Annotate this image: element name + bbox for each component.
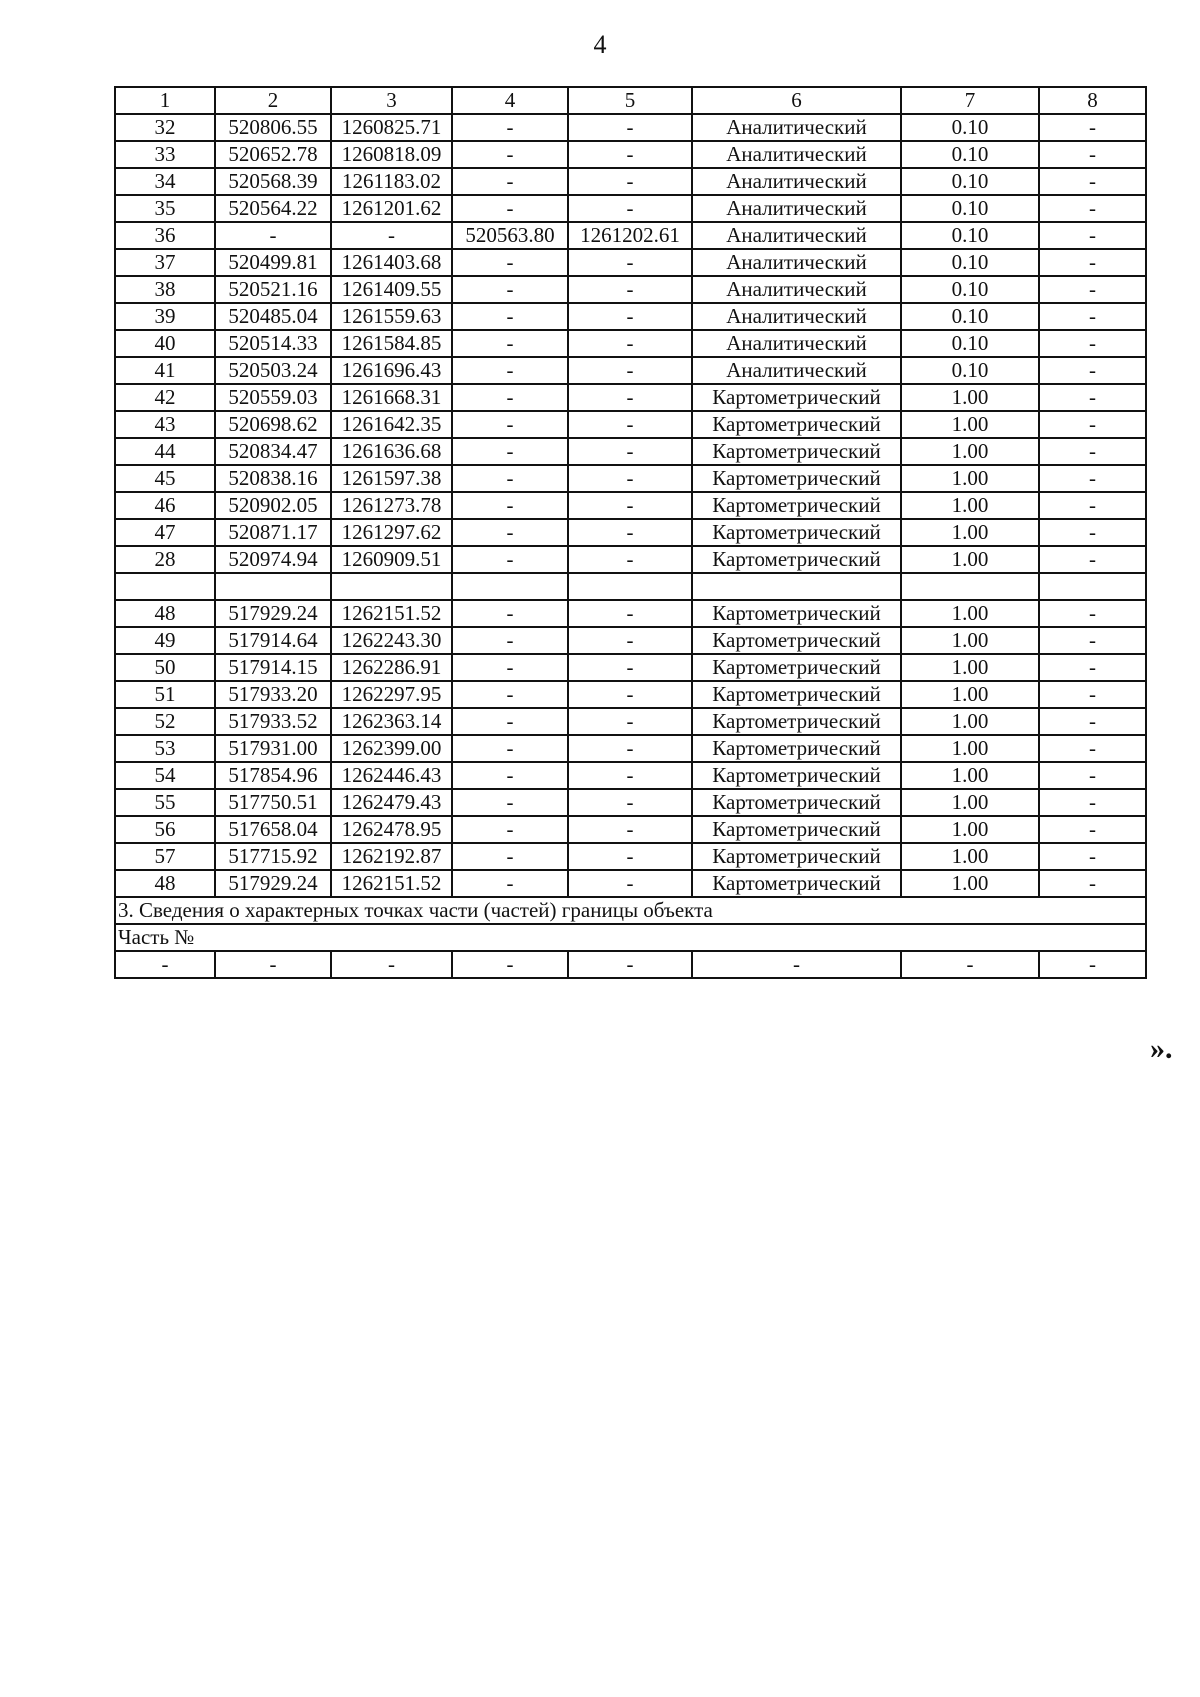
table-cell: -: [452, 276, 568, 303]
table-cell: -: [1039, 681, 1146, 708]
table-cell: -: [452, 519, 568, 546]
table-cell: 520652.78: [215, 141, 331, 168]
table-cell: -: [1039, 546, 1146, 573]
table-cell: 1.00: [901, 681, 1039, 708]
table-cell: -: [452, 303, 568, 330]
section-title: 3. Сведения о характерных точках части (частей) границы объекта: [115, 897, 1146, 924]
table-cell: -: [215, 951, 331, 978]
table-cell: Аналитический: [692, 357, 901, 384]
table-cell: -: [331, 222, 452, 249]
table-cell: 1.00: [901, 438, 1039, 465]
table-row: [115, 789, 1146, 816]
table-cell: 33: [115, 141, 215, 168]
table-cell: [901, 573, 1039, 600]
table-cell: -: [568, 357, 692, 384]
table-cell: -: [1039, 114, 1146, 141]
table-cell: -: [452, 330, 568, 357]
table-cell: -: [568, 168, 692, 195]
table-cell: -: [568, 195, 692, 222]
table-cell: 520871.17: [215, 519, 331, 546]
table-cell: -: [1039, 600, 1146, 627]
table-row: [115, 303, 1146, 330]
table-row: [115, 276, 1146, 303]
table-cell: Картометрический: [692, 681, 901, 708]
coordinates-table: [114, 86, 1147, 979]
table-cell: 1261597.38: [331, 465, 452, 492]
table-cell: -: [452, 870, 568, 897]
table-row: [115, 438, 1146, 465]
table-cell: -: [568, 870, 692, 897]
table-cell: -: [452, 357, 568, 384]
table-cell: -: [568, 789, 692, 816]
table-cell: 1.00: [901, 870, 1039, 897]
table-cell: -: [568, 276, 692, 303]
table-cell: 39: [115, 303, 215, 330]
header-cell: 8: [1039, 87, 1146, 114]
table-cell: Аналитический: [692, 222, 901, 249]
table-cell: 1262479.43: [331, 789, 452, 816]
table-cell: 520806.55: [215, 114, 331, 141]
table-cell: 520559.03: [215, 384, 331, 411]
table-cell: -: [568, 762, 692, 789]
table-row: [115, 519, 1146, 546]
table-cell: 53: [115, 735, 215, 762]
table-cell: Аналитический: [692, 141, 901, 168]
table-cell: 0.10: [901, 195, 1039, 222]
table-cell: 1260909.51: [331, 546, 452, 573]
table-cell: -: [452, 384, 568, 411]
table-cell: -: [568, 816, 692, 843]
table-cell: -: [568, 249, 692, 276]
table-cell: 520902.05: [215, 492, 331, 519]
table-cell: -: [1039, 195, 1146, 222]
table-cell: 520834.47: [215, 438, 331, 465]
table-cell: 32: [115, 114, 215, 141]
table-cell: Картометрический: [692, 519, 901, 546]
table-cell: 51: [115, 681, 215, 708]
table-cell: 1261668.31: [331, 384, 452, 411]
table-cell: 1.00: [901, 627, 1039, 654]
table-cell: 48: [115, 600, 215, 627]
table-cell: 42: [115, 384, 215, 411]
table-cell: -: [1039, 357, 1146, 384]
table-cell: Аналитический: [692, 303, 901, 330]
table-cell: Картометрический: [692, 411, 901, 438]
table-row: [115, 465, 1146, 492]
table-cell: Картометрический: [692, 438, 901, 465]
table-cell: 1261202.61: [568, 222, 692, 249]
table-cell: 520698.62: [215, 411, 331, 438]
table-cell: 38: [115, 276, 215, 303]
table-cell: 1260818.09: [331, 141, 452, 168]
table-cell: -: [1039, 384, 1146, 411]
table-row: [115, 195, 1146, 222]
table-cell: 1261642.35: [331, 411, 452, 438]
table-cell: -: [1039, 411, 1146, 438]
table-cell: 1.00: [901, 708, 1039, 735]
table-row: [115, 114, 1146, 141]
table-cell: -: [1039, 222, 1146, 249]
table-cell: -: [568, 438, 692, 465]
table-cell: -: [568, 546, 692, 573]
table-cell: 520514.33: [215, 330, 331, 357]
table-cell: 1261273.78: [331, 492, 452, 519]
section-title-row: [115, 897, 1146, 924]
table-cell: Аналитический: [692, 168, 901, 195]
table-cell: -: [568, 627, 692, 654]
table-cell: Картометрический: [692, 384, 901, 411]
table-cell: 50: [115, 654, 215, 681]
table-cell: 0.10: [901, 249, 1039, 276]
table-cell: -: [1039, 492, 1146, 519]
table-cell: 520568.39: [215, 168, 331, 195]
table-cell: 1260825.71: [331, 114, 452, 141]
table-row: [115, 168, 1146, 195]
table-cell: [692, 573, 901, 600]
table-cell: 1.00: [901, 762, 1039, 789]
table-cell: -: [568, 519, 692, 546]
table-cell: -: [452, 951, 568, 978]
table-cell: -: [452, 438, 568, 465]
table-cell: -: [568, 708, 692, 735]
table-cell: 520974.94: [215, 546, 331, 573]
table-cell: -: [115, 951, 215, 978]
table-cell: Аналитический: [692, 276, 901, 303]
header-cell: 6: [692, 87, 901, 114]
table-cell: 1.00: [901, 411, 1039, 438]
table-cell: 1.00: [901, 492, 1039, 519]
table-header-row: [115, 87, 1146, 114]
table-cell: -: [568, 384, 692, 411]
table-cell: 520564.22: [215, 195, 331, 222]
table-cell: 517914.64: [215, 627, 331, 654]
table-cell: 56: [115, 816, 215, 843]
table-row: [115, 843, 1146, 870]
table-cell: -: [1039, 627, 1146, 654]
header-cell: 1: [115, 87, 215, 114]
part-label: Часть №: [115, 924, 1146, 951]
table-cell: -: [452, 708, 568, 735]
table-cell: 1.00: [901, 546, 1039, 573]
table-cell: 44: [115, 438, 215, 465]
table-cell: 49: [115, 627, 215, 654]
table-cell: Картометрический: [692, 654, 901, 681]
table-cell: -: [1039, 168, 1146, 195]
table-cell: -: [1039, 330, 1146, 357]
table-cell: -: [568, 654, 692, 681]
table-row: [115, 762, 1146, 789]
table-cell: -: [452, 141, 568, 168]
table-cell: 1261696.43: [331, 357, 452, 384]
table-cell: -: [452, 789, 568, 816]
table-cell: 1.00: [901, 816, 1039, 843]
table-cell: 1.00: [901, 384, 1039, 411]
table-cell: 1261183.02: [331, 168, 452, 195]
table-cell: -: [452, 114, 568, 141]
table-cell: -: [1039, 843, 1146, 870]
table-cell: -: [1039, 465, 1146, 492]
table-cell: Картометрический: [692, 789, 901, 816]
table-cell: 1.00: [901, 600, 1039, 627]
table-cell: -: [1039, 708, 1146, 735]
table-cell: 36: [115, 222, 215, 249]
table-cell: -: [568, 492, 692, 519]
table-cell: -: [452, 762, 568, 789]
table-cell: -: [568, 303, 692, 330]
table-cell: [215, 573, 331, 600]
table-cell: -: [452, 627, 568, 654]
table-row: [115, 573, 1146, 600]
table-cell: Картометрический: [692, 816, 901, 843]
table-body: [115, 87, 1146, 978]
table-cell: 34: [115, 168, 215, 195]
table-cell: 520503.24: [215, 357, 331, 384]
table-cell: 0.10: [901, 357, 1039, 384]
table-cell: 1262363.14: [331, 708, 452, 735]
table-cell: 0.10: [901, 114, 1039, 141]
table-cell: Картометрический: [692, 627, 901, 654]
table-cell: 517931.00: [215, 735, 331, 762]
table-cell: -: [1039, 276, 1146, 303]
table-cell: 517715.92: [215, 843, 331, 870]
table-cell: -: [692, 951, 901, 978]
table-cell: Аналитический: [692, 195, 901, 222]
table-cell: -: [1039, 519, 1146, 546]
table-cell: 1262297.95: [331, 681, 452, 708]
table-cell: -: [452, 411, 568, 438]
table-cell: Картометрический: [692, 600, 901, 627]
table-cell: 37: [115, 249, 215, 276]
table-cell: 1261297.62: [331, 519, 452, 546]
table-cell: 1261559.63: [331, 303, 452, 330]
table-cell: -: [452, 168, 568, 195]
header-cell: 2: [215, 87, 331, 114]
table-cell: -: [568, 735, 692, 762]
table-cell: 1262478.95: [331, 816, 452, 843]
table-cell: -: [568, 681, 692, 708]
table-cell: -: [1039, 951, 1146, 978]
table-cell: 520521.16: [215, 276, 331, 303]
table-cell: 520838.16: [215, 465, 331, 492]
table-cell: -: [1039, 249, 1146, 276]
table-cell: -: [568, 843, 692, 870]
table-cell: Картометрический: [692, 492, 901, 519]
table-cell: 0.10: [901, 168, 1039, 195]
table-cell: -: [568, 411, 692, 438]
table-cell: -: [452, 465, 568, 492]
table-cell: 46: [115, 492, 215, 519]
table-row: [115, 600, 1146, 627]
table-cell: 1262243.30: [331, 627, 452, 654]
table-cell: -: [452, 816, 568, 843]
table-cell: 1262399.00: [331, 735, 452, 762]
table-cell: -: [1039, 654, 1146, 681]
table-cell: 1.00: [901, 735, 1039, 762]
table-row: [115, 411, 1146, 438]
table-row: [115, 249, 1146, 276]
table-cell: 1262446.43: [331, 762, 452, 789]
table-cell: -: [568, 951, 692, 978]
table-cell: 517933.20: [215, 681, 331, 708]
table-cell: -: [452, 681, 568, 708]
table-row: [115, 546, 1146, 573]
table-row: [115, 627, 1146, 654]
table-cell: 517914.15: [215, 654, 331, 681]
page-number: 4: [593, 30, 607, 59]
closing-mark: ».: [1150, 1032, 1173, 1065]
table-cell: Картометрический: [692, 843, 901, 870]
table-cell: 1.00: [901, 519, 1039, 546]
table-cell: 1261636.68: [331, 438, 452, 465]
table-cell: -: [1039, 870, 1146, 897]
table-cell: -: [452, 546, 568, 573]
table-cell: 28: [115, 546, 215, 573]
table-cell: -: [1039, 141, 1146, 168]
table-cell: 1262151.52: [331, 600, 452, 627]
table-cell: -: [331, 951, 452, 978]
part-label-row: [115, 924, 1146, 951]
table-cell: -: [568, 114, 692, 141]
table-cell: 0.10: [901, 141, 1039, 168]
table-row: [115, 708, 1146, 735]
table-cell: 0.10: [901, 222, 1039, 249]
table-cell: Картометрический: [692, 465, 901, 492]
table-cell: 1262286.91: [331, 654, 452, 681]
table-cell: Картометрический: [692, 546, 901, 573]
table-cell: Картометрический: [692, 708, 901, 735]
table-cell: 1261584.85: [331, 330, 452, 357]
table-cell: -: [1039, 816, 1146, 843]
table-cell: 0.10: [901, 276, 1039, 303]
table-cell: -: [452, 492, 568, 519]
table-cell: 520563.80: [452, 222, 568, 249]
table-row: [115, 654, 1146, 681]
header-cell: 7: [901, 87, 1039, 114]
table-cell: 517929.24: [215, 870, 331, 897]
table-cell: -: [215, 222, 331, 249]
table-cell: [568, 573, 692, 600]
table-cell: 517750.51: [215, 789, 331, 816]
table-cell: -: [1039, 303, 1146, 330]
table-cell: 48: [115, 870, 215, 897]
table-cell: 1262192.87: [331, 843, 452, 870]
table-cell: 52: [115, 708, 215, 735]
table-cell: Картометрический: [692, 870, 901, 897]
table-cell: -: [901, 951, 1039, 978]
table-cell: 1.00: [901, 465, 1039, 492]
table-cell: 40: [115, 330, 215, 357]
table-cell: 57: [115, 843, 215, 870]
table-cell: 1.00: [901, 789, 1039, 816]
table-cell: 517933.52: [215, 708, 331, 735]
table-cell: [452, 573, 568, 600]
table-cell: 35: [115, 195, 215, 222]
table-cell: 55: [115, 789, 215, 816]
table-cell: [1039, 573, 1146, 600]
table-cell: -: [1039, 762, 1146, 789]
table-cell: 517929.24: [215, 600, 331, 627]
table-cell: -: [1039, 789, 1146, 816]
header-cell: 3: [331, 87, 452, 114]
table-cell: -: [452, 654, 568, 681]
table-cell: Картометрический: [692, 762, 901, 789]
table-cell: 43: [115, 411, 215, 438]
table-cell: 54: [115, 762, 215, 789]
header-cell: 5: [568, 87, 692, 114]
table-cell: [115, 573, 215, 600]
table-cell: -: [452, 843, 568, 870]
table-cell: -: [568, 600, 692, 627]
table-cell: -: [452, 195, 568, 222]
table-cell: 41: [115, 357, 215, 384]
table-cell: 0.10: [901, 303, 1039, 330]
table-row: [115, 222, 1146, 249]
table-row: [115, 681, 1146, 708]
table-cell: 1.00: [901, 843, 1039, 870]
table-cell: 1261409.55: [331, 276, 452, 303]
table-cell: Аналитический: [692, 249, 901, 276]
table-row: [115, 870, 1146, 897]
table-cell: 520499.81: [215, 249, 331, 276]
table-cell: -: [452, 735, 568, 762]
table-cell: 520485.04: [215, 303, 331, 330]
table-cell: -: [568, 141, 692, 168]
table-cell: 1261403.68: [331, 249, 452, 276]
table-cell: 517658.04: [215, 816, 331, 843]
table-cell: -: [1039, 735, 1146, 762]
table-cell: -: [568, 465, 692, 492]
table-row: [115, 492, 1146, 519]
table-cell: 47: [115, 519, 215, 546]
table-row: [115, 330, 1146, 357]
table-cell: [331, 573, 452, 600]
table-cell: -: [1039, 438, 1146, 465]
table-row: [115, 816, 1146, 843]
table-cell: 1.00: [901, 654, 1039, 681]
table-cell: 45: [115, 465, 215, 492]
table-cell: 517854.96: [215, 762, 331, 789]
table-cell: -: [452, 249, 568, 276]
table-cell: Аналитический: [692, 330, 901, 357]
part-data-row: [115, 951, 1146, 978]
table-cell: 1262151.52: [331, 870, 452, 897]
table-cell: Аналитический: [692, 114, 901, 141]
table-cell: 1261201.62: [331, 195, 452, 222]
header-cell: 4: [452, 87, 568, 114]
table-cell: -: [568, 330, 692, 357]
table-cell: 0.10: [901, 330, 1039, 357]
table-row: [115, 384, 1146, 411]
table-cell: -: [452, 600, 568, 627]
table-row: [115, 357, 1146, 384]
table-row: [115, 141, 1146, 168]
table-cell: Картометрический: [692, 735, 901, 762]
table-row: [115, 735, 1146, 762]
